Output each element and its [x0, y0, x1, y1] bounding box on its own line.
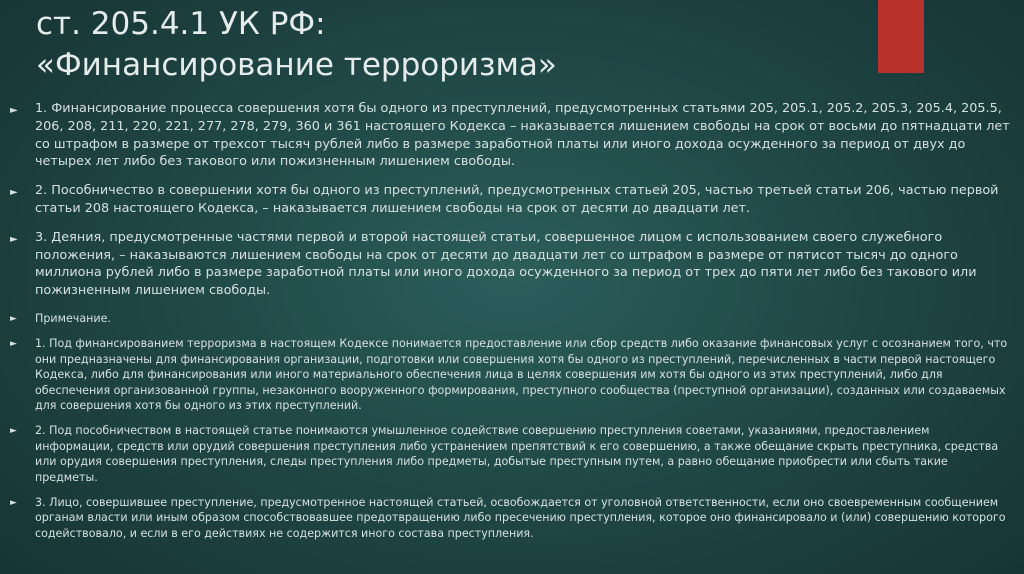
list-item — [10, 423, 1010, 485]
item-text: 2. Под пособничеством в настоящей статье понимаются умышленное содействие совершению преступления советами, указаниями, предоставлением информации, средств или орудий совершения преступления либо устранением препятствий к его совершению, а также обещание скрыть преступника, средства или орудия совершения преступления, следы преступления либо предметы, добытые преступным путем, а равно обещание приобрести или сбыть такие предметы. — [35, 424, 999, 484]
bullet-triangle-icon: ► — [10, 233, 18, 245]
item-text: 1. Финансирование процесса совершения хотя бы одного из преступлений, предусмотренных статьями 205, 205.1, 205.2, 205.3, 205.4, 205.5, 206, 208, 211, 220, 221, 277, 278, 279, 360 и 361 настоящего Кодекса – наказывается лишением свободы на срок от восьми до пятнадцати лет со штрафом в размере от трехсот тысяч рублей либо в размере заработной платы или иного дохода осужденного за период от двух до четырех лет либо без такового или пожизненным лишением свободы. — [35, 101, 1010, 170]
list-item — [10, 311, 1010, 326]
item-text: 1. Под финансированием терроризма в настоящем Кодексе понимается предоставление или сбор средств либо оказание финансовых услуг с осознанием того, что они предназначены для финансирования организации, подготовки или совершения хотя бы одного из преступлений, перечисленных в части первой настоящего Кодекса, либо для финансирования или иного материального обеспечения лица в целях совершения им хотя бы одного из этих преступлений, либо для обеспечения организованной группы, незаконного вооруженного формирования, преступного сообщества (преступной организации), созданных или создаваемых для совершения хотя бы одного из этих преступлений. — [35, 337, 1008, 412]
bullet-triangle-icon: ► — [10, 105, 18, 116]
bullet-triangle-icon: ► — [10, 187, 18, 199]
item-text: 3. Деяния, предусмотренные частями первой и второй настоящей статьи, совершенное лицом с использованием своего служебного положения, – наказываются лишением свободы на срок от десяти до двадцати лет со штрафом в размере от пятисот тысяч до одного миллиона рублей либо в размере заработной платы или иного дохода осужденного за период от трех до пяти лет либо без такового или пожизненным лишением свободы. — [35, 229, 977, 299]
bullet-triangle-icon: ► — [10, 426, 17, 437]
note-heading: Примечание. — [35, 311, 111, 325]
title-line-1: ст. 205.4.1 УК РФ: — [36, 6, 326, 42]
list-item — [10, 495, 1010, 541]
list-item — [10, 100, 1010, 171]
list-item — [10, 336, 1010, 413]
accent-bar — [878, 0, 924, 73]
item-text: 3. Лицо, совершившее преступление, предусмотренное настоящей статьей, освобождается от уголовной ответственности, если оно своевременным сообщением органам власти или иным образом способствовавшее предотвращению либо пресечению преступления, которое оно финансировало и (или) совершению которого содействовало, и если в его действиях не содержится иного состава преступления. — [35, 496, 1006, 540]
slide-title — [36, 4, 856, 86]
bullet-triangle-icon: ► — [10, 313, 17, 324]
bullet-triangle-icon: ► — [10, 339, 17, 350]
bullet-triangle-icon: ► — [10, 498, 17, 509]
item-text: 2. Пособничество в совершении хотя бы одного из преступлений, предусмотренных статьей 205, частью третьей статьи 206, частью первой статьи 208 настоящего Кодекса, – наказывается лишением свободы на срок от десяти до двадцати лет. — [35, 183, 999, 216]
list-item — [10, 229, 1010, 300]
list-item — [10, 182, 1010, 218]
content-list — [10, 100, 1010, 541]
title-line-2: «Финансирование терроризма» — [36, 47, 557, 83]
